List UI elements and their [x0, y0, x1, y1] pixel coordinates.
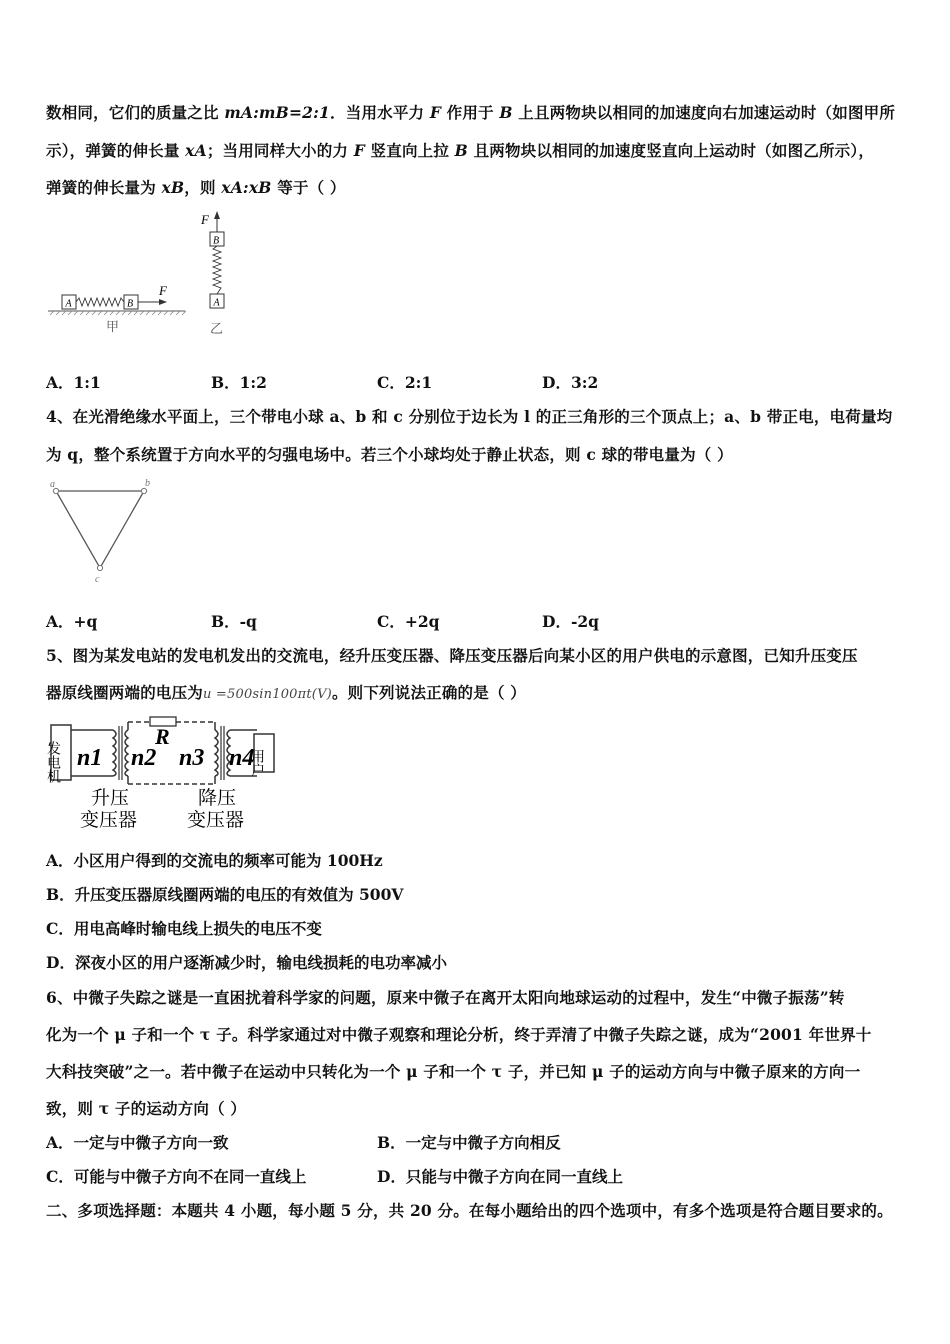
q4-option-d: D．-2q: [542, 612, 599, 631]
q5-text: 器原线圈两端的电压为: [46, 683, 204, 702]
ball-c: [97, 565, 102, 570]
q5-text: 。则下列说法正确的是（ ）: [331, 683, 526, 702]
step-up-label-2: 变压器: [80, 809, 138, 831]
n3-label: n3: [179, 745, 205, 771]
horizontal-spring: [76, 298, 124, 306]
q3-text: ．当用水平力: [330, 103, 430, 122]
q3-text: 等于（ ）: [271, 178, 346, 197]
xb-symbol: xB: [161, 178, 185, 197]
x-ratio: xA:xB: [221, 178, 272, 197]
q6-option-c: C．可能与中微子方向不在同一直线上: [46, 1167, 307, 1186]
arrowhead-icon: [159, 299, 167, 305]
block-b-symbol: B: [454, 141, 468, 160]
step-down-label-1: 降压: [198, 787, 237, 809]
q4-line-2: 为 q，整个系统置于方向水平的匀强电场中。若三个小球均处于静止状态，则 c 球的带电量为（ ）: [46, 445, 733, 464]
q3-text: 上且两物块以相同的加速度向右加速运动时（如图甲所: [512, 103, 896, 122]
q5-line-1: 5、图为某发电站的发电机发出的交流电，经升压变压器、降压变压器后向某小区的用户供电的示意图，已知升压变压: [46, 646, 858, 665]
q3-text: 弹簧的伸长量为: [46, 178, 162, 197]
force-label-vertical: F: [201, 212, 209, 227]
q4-triangle-figure: [45, 474, 165, 589]
q5-line-2: [46, 681, 526, 703]
q3-option-a: A．1:1: [46, 373, 101, 392]
q6-option-a: A．一定与中微子方向一致: [46, 1133, 229, 1152]
q6-option-b: B．一定与中微子方向相反: [377, 1133, 561, 1152]
label-b: b: [145, 478, 150, 489]
coil-n3: [215, 730, 218, 776]
n1-label: n1: [77, 745, 103, 771]
r-label: R: [155, 724, 170, 749]
q3-text: 竖直向上拉: [364, 141, 455, 160]
label-a: a: [50, 479, 55, 490]
block-b-label: B: [213, 235, 220, 247]
q3-line-1: [46, 101, 895, 123]
voltage-formula: u =500sin100πt(V): [203, 687, 332, 702]
q6-line-4: 致，则 τ 子的运动方向（ ）: [46, 1099, 247, 1118]
arrowhead-icon: [214, 211, 220, 219]
step-up-label-1: 升压: [91, 787, 130, 809]
label-c: c: [95, 574, 100, 585]
q6-line-1: 6、中微子失踪之谜是一直困扰着科学家的问题，原来中微子在离开太阳向地球运动的过程中，发生“中微子振荡”转: [46, 988, 845, 1007]
q4-line-1: 4、在光滑绝缘水平面上，三个带电小球 a、b 和 c 分别位于边长为 l 的正三角形的三个顶点上；a、b 带正电，电荷量均: [46, 407, 893, 426]
q3-spring-figure: [45, 208, 245, 338]
coil-n2: [125, 730, 128, 776]
force-label-horizontal: F: [159, 283, 167, 298]
q3-text: 且两物块以相同的加速度竖直向上运动时（如图乙所示），: [467, 141, 875, 160]
block-b-label: B: [127, 298, 134, 310]
ball-b: [141, 488, 146, 493]
ground-hatch: [50, 311, 186, 315]
q5-transformer-figure: [47, 712, 287, 834]
generator-label: 发电机: [45, 741, 61, 783]
q3-text: ；当用同样大小的力: [206, 141, 354, 160]
q3-text: 作用于: [441, 103, 500, 122]
xa-symbol: xA: [185, 141, 207, 160]
n4-label: n4: [229, 745, 255, 771]
triangle: [56, 491, 144, 568]
q3-text: 示），弹簧的伸长量: [46, 141, 186, 160]
section-2-title: 二、多项选择题：本题共 4 小题，每小题 5 分，共 20 分。在每小题给出的四个选项中，有多个选项是符合题目要求的。: [46, 1201, 893, 1220]
q4-option-c: C．+2q: [377, 612, 440, 631]
q6-line-2: 化为一个 μ 子和一个 τ 子。科学家通过对中微子观察和理论分析，终于弄清了中微子失踪之谜，成为“2001 年世界十: [46, 1025, 872, 1044]
q5-option-d: D．深夜小区的用户逐渐减少时，输电线损耗的电功率减小: [46, 953, 447, 972]
q3-line-3: [46, 176, 346, 198]
q4-option-b: B．-q: [211, 612, 257, 631]
force-symbol: F: [353, 141, 365, 160]
force-symbol: F: [429, 103, 442, 122]
vertical-spring: [213, 246, 221, 294]
coil-n1: [113, 730, 116, 776]
figure-label-yi: 乙: [210, 322, 224, 337]
q5-option-a: A．小区用户得到的交流电的频率可能为 100Hz: [46, 851, 383, 870]
q3-option-d: D．3:2: [542, 373, 599, 392]
n2-label: n2: [131, 745, 157, 771]
q3-line-2: [46, 139, 874, 161]
q5-option-c: C．用电高峰时输电线上损失的电压不变: [46, 919, 322, 938]
user-label: 用户: [249, 749, 265, 777]
q6-option-d: D．只能与中微子方向在同一直线上: [377, 1167, 623, 1186]
block-a-label: A: [213, 297, 220, 309]
mass-ratio: mA:mB=2:1: [224, 103, 331, 122]
block-a-label: A: [65, 298, 72, 310]
q4-option-a: A．+q: [46, 612, 98, 631]
q3-option-b: B．1:2: [211, 373, 267, 392]
q3-text: 数相同，它们的质量之比: [46, 103, 225, 122]
figure-label-jia: 甲: [106, 320, 120, 335]
q3-text: ，则: [184, 178, 222, 197]
q5-option-b: B．升压变压器原线圈两端的电压的有效值为 500V: [46, 885, 404, 904]
step-down-label-2: 变压器: [187, 809, 245, 831]
q6-line-3: 大科技突破”之一。若中微子在运动中只转化为一个 μ 子和一个 τ 子，并已知 μ 子的运动方向与中微子原来的方向一: [46, 1062, 861, 1081]
q3-option-c: C．2:1: [377, 373, 433, 392]
block-b-symbol: B: [499, 103, 513, 122]
